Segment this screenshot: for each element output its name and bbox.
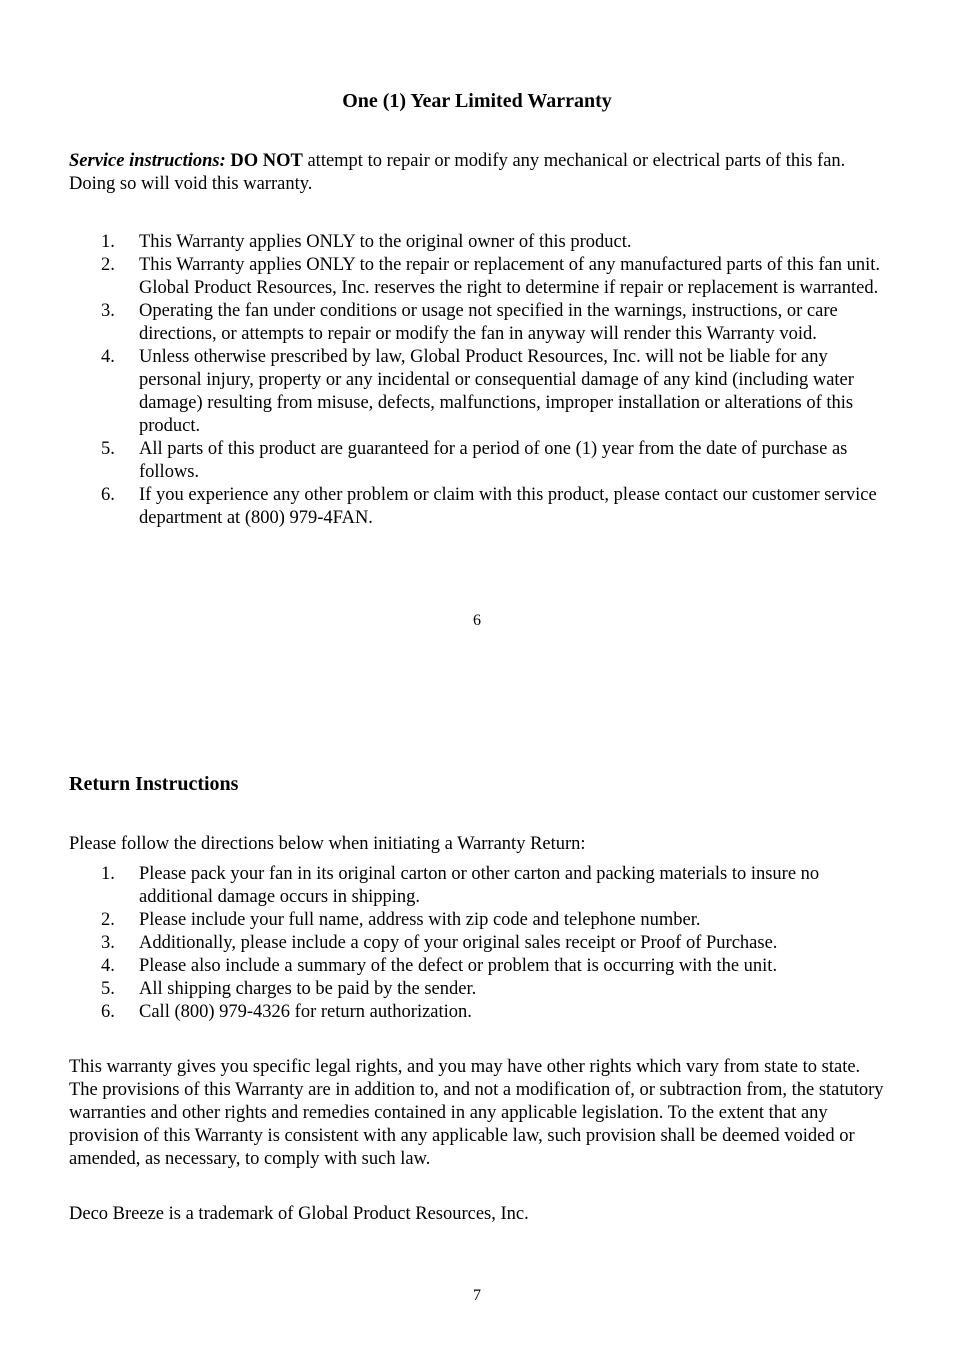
list-item — [69, 438, 889, 484]
list-item-text: This Warranty applies ONLY to the repair or replacement of any manufactured parts of this fan unit. Global Product Resources, Inc. reserves the right to determine if repair or replacement is warranted. — [139, 255, 881, 298]
list-item — [69, 978, 889, 1001]
list-item — [69, 300, 889, 346]
list-item-number: 4. — [101, 956, 115, 976]
list-item-text: Unless otherwise prescribed by law, Global Product Resources, Inc. will not be liable for any personal injury, property or any incidental or consequential damage of any kind (including water damage) resulting from misuse, defects, malfunctions, improper installation or alterations of this product. — [139, 347, 854, 436]
page-number: 7 — [473, 1287, 481, 1304]
warranty-terms-list — [69, 231, 889, 530]
legal-rights-paragraph: This warranty gives you specific legal rights, and you may have other rights which vary from state to state. The provisions of this Warranty are in addition to, and not a modification of, or subtraction from, the statutory warranties and other rights and remedies contained in any applicable legislation. To the extent that any provision of this Warranty is consistent with any applicable law, such provision shall be deemed voided or amended, as necessary, to comply with such law. — [69, 1057, 884, 1169]
list-item-number: 5. — [101, 979, 115, 999]
list-item-number: 6. — [101, 485, 115, 505]
list-item-number: 2. — [101, 910, 115, 930]
return-instructions-heading: Return Instructions — [69, 773, 239, 795]
list-item-text: Please also include a summary of the defect or problem that is occurring with the unit. — [139, 956, 778, 976]
list-item-number: 5. — [101, 439, 115, 459]
service-do-not: DO NOT — [230, 151, 303, 171]
list-item — [69, 484, 889, 530]
warranty-title: One (1) Year Limited Warranty — [342, 90, 612, 112]
list-item-number: 3. — [101, 933, 115, 953]
service-instructions-text: attempt to repair or modify any mechanical or electrical parts of this fan. Doing so will void this warranty. — [69, 151, 846, 194]
list-item — [69, 955, 889, 978]
list-item-text: Operating the fan under conditions or usage not specified in the warnings, instructions, or care directions, or attempts to repair or modify the fan in anyway will render this Warranty void. — [139, 301, 838, 344]
list-item-text: If you experience any other problem or claim with this product, please contact our customer service department at (800) 979-4FAN. — [139, 485, 877, 528]
list-item-text: Please pack your fan in its original carton or other carton and packing materials to insure no additional damage occurs in shipping. — [139, 864, 820, 907]
list-item — [69, 909, 889, 932]
list-item-number: 1. — [101, 864, 115, 884]
service-instructions-label: Service instructions: — [69, 151, 226, 171]
list-item-number: 3. — [101, 301, 115, 321]
list-item-number: 2. — [101, 255, 115, 275]
list-item-text: Call (800) 979-4326 for return authorization. — [139, 1002, 472, 1022]
list-item-number: 6. — [101, 1002, 115, 1022]
list-item — [69, 1001, 889, 1024]
list-item — [69, 346, 889, 438]
list-item-text: Additionally, please include a copy of your original sales receipt or Proof of Purchase. — [139, 933, 778, 953]
page-number: 6 — [473, 612, 481, 629]
return-intro: Please follow the directions below when initiating a Warranty Return: — [69, 834, 586, 854]
list-item-text: Please include your full name, address with zip code and telephone number. — [139, 910, 701, 930]
trademark-notice: Deco Breeze is a trademark of Global Product Resources, Inc. — [69, 1204, 529, 1224]
list-item — [69, 932, 889, 955]
list-item-number: 1. — [101, 232, 115, 252]
service-instructions — [69, 150, 889, 196]
list-item — [69, 254, 889, 300]
list-item-text: This Warranty applies ONLY to the original owner of this product. — [139, 232, 632, 252]
list-item-number: 4. — [101, 347, 115, 367]
list-item-text: All parts of this product are guaranteed for a period of one (1) year from the date of purchase as follows. — [139, 439, 848, 482]
list-item-text: All shipping charges to be paid by the sender. — [139, 979, 477, 999]
list-item — [69, 863, 889, 909]
return-steps-list — [69, 863, 889, 1024]
list-item — [69, 231, 889, 254]
